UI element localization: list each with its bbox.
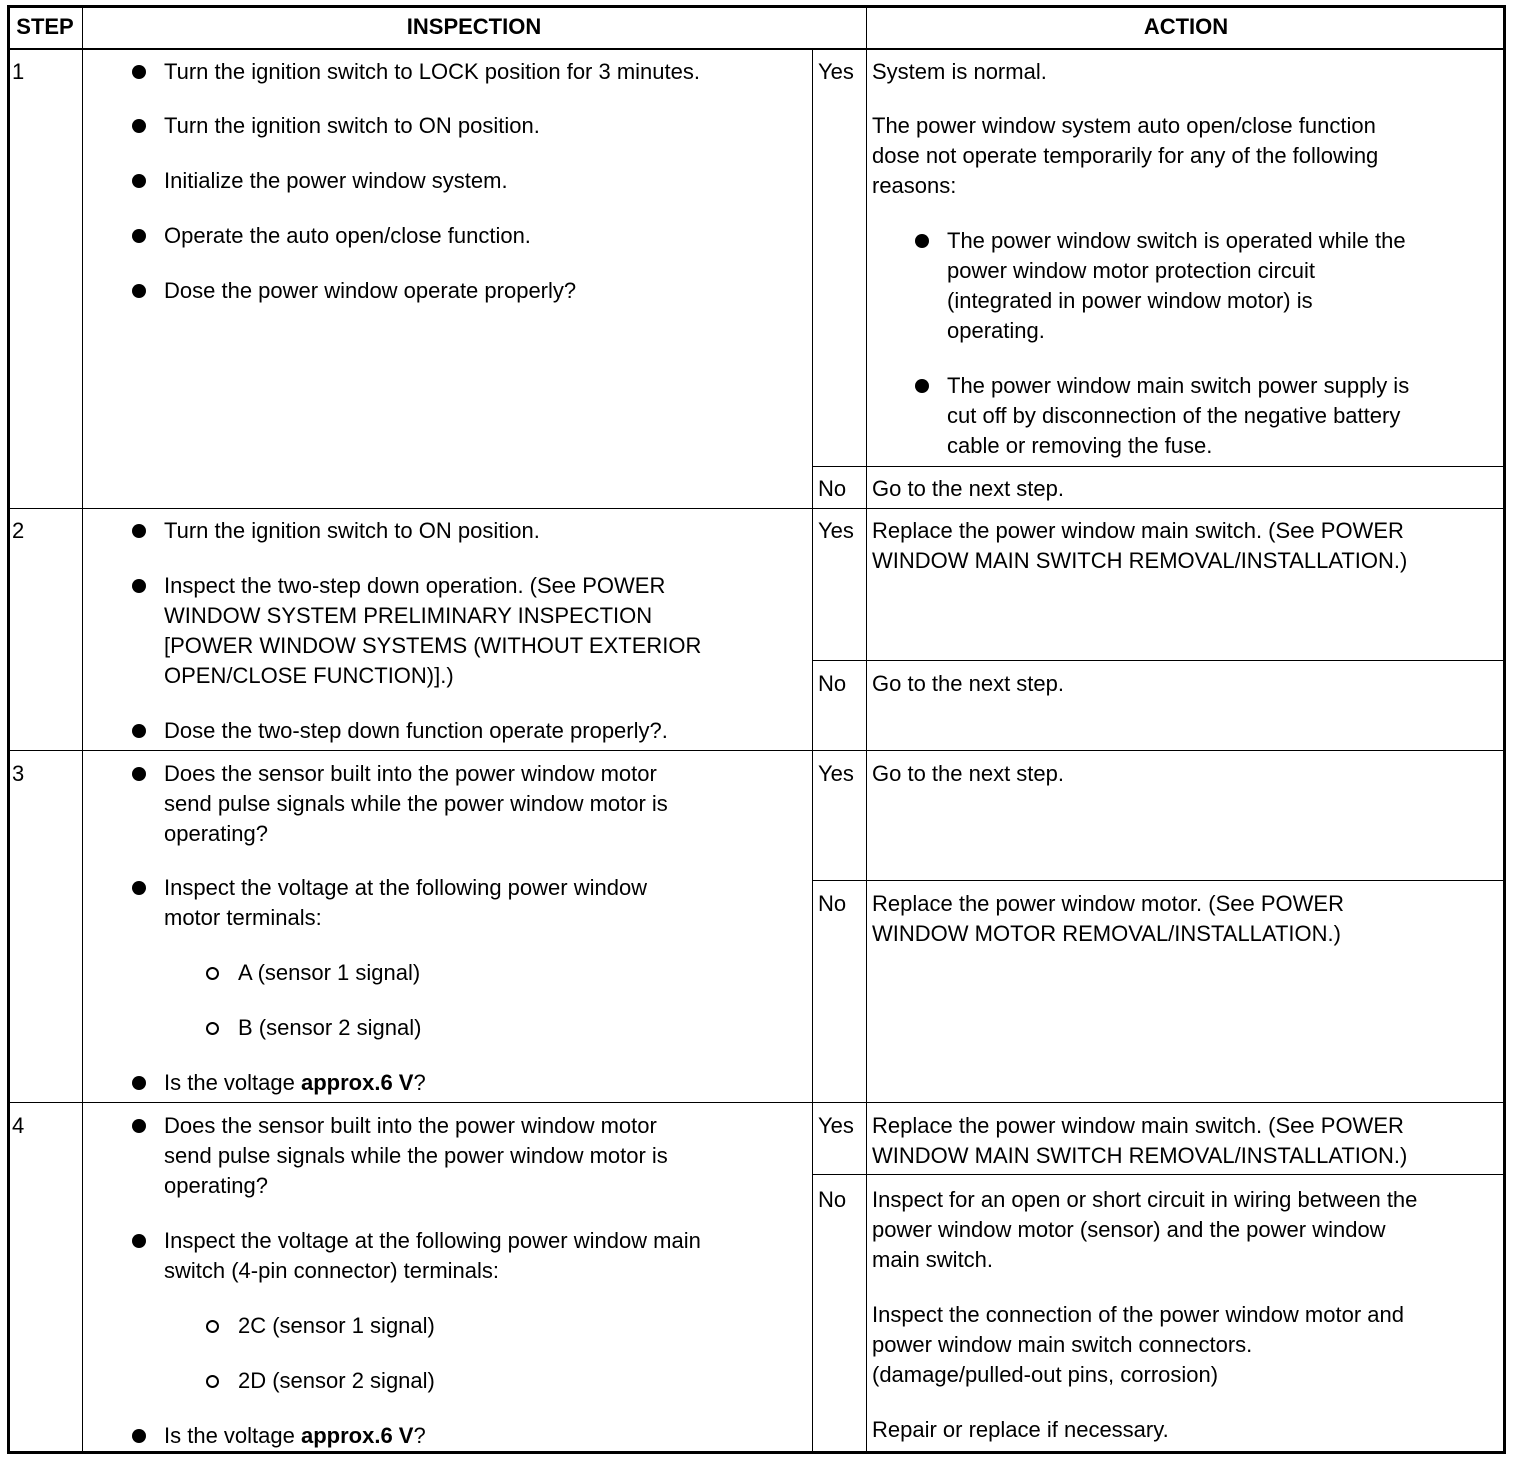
yes-label: Yes [818,761,854,786]
inspection-item: Inspect the two-step down operation. (See POWER [164,573,666,598]
action-text: WINDOW MAIN SWITCH REMOVAL/INSTALLATION.) [872,548,1408,573]
bullet-icon [132,1234,146,1248]
no-label: No [818,891,847,916]
action-text: dose not operate temporarily for any of the following [872,143,1379,168]
yes-label: Yes [818,518,854,543]
voltage-spec: approx.6 V [300,1070,414,1095]
action-text: WINDOW MOTOR REMOVAL/INSTALLATION.) [872,921,1341,946]
inspection-item: Dose the power window operate properly? [164,278,577,303]
action-text: power window motor (sensor) and the power window [872,1217,1386,1242]
action-text: System is normal. [872,59,1047,84]
inspection-item: Does the sensor built into the power window motor [164,761,657,786]
bullet-icon [132,174,146,188]
inspection-subitem: 2D (sensor 2 signal) [238,1368,435,1393]
inspection-item: motor terminals: [164,905,322,930]
inspection-item: send pulse signals while the power window motor is [164,791,668,816]
step-number: 1 [12,59,25,84]
action-text: Replace the power window main switch. (See POWER [872,1113,1404,1138]
action-text: Go to the next step. [872,761,1065,786]
action-text: Go to the next step. [872,476,1065,501]
column-divider [866,8,867,1452]
inspection-item: Turn the ignition switch to ON position. [164,113,540,138]
action-text: Repair or replace if necessary. [872,1417,1169,1442]
inspection-subitem: 2C (sensor 1 signal) [238,1313,435,1338]
inspection-item: Inspect the voltage at the following power window [164,875,648,900]
action-text: cable or removing the fuse. [947,433,1213,458]
circle-bullet-icon [206,1320,219,1333]
action-text: cut off by disconnection of the negative battery [947,403,1401,428]
inspection-item: WINDOW SYSTEM PRELIMINARY INSPECTION [164,603,653,628]
inspection-subitem: B (sensor 2 signal) [238,1015,422,1040]
inspection-subitem: A (sensor 1 signal) [238,960,421,985]
circle-bullet-icon [206,1022,219,1035]
row-divider [8,750,1505,751]
action-text: main switch. [872,1247,994,1272]
action-text: Inspect the connection of the power window motor and [872,1302,1404,1327]
header-inspection: INSPECTION [406,14,542,39]
bullet-icon [915,234,929,248]
bullet-icon [132,579,146,593]
inspection-item: Turn the ignition switch to ON position. [164,518,540,543]
action-text: Go to the next step. [872,671,1065,696]
bullet-icon [132,284,146,298]
bullet-icon [132,119,146,133]
no-label: No [818,476,847,501]
yes-label: Yes [818,1113,854,1138]
inspection-item: operating? [164,821,268,846]
action-text: (damage/pulled-out pins, corrosion) [872,1362,1219,1387]
action-text: power window main switch connectors. [872,1332,1253,1357]
yes-label: Yes [818,59,854,84]
inspection-item: operating? [164,1173,268,1198]
bullet-icon [132,881,146,895]
question-mark: ? [413,1070,426,1095]
inspection-item: Inspect the voltage at the following power window main [164,1228,701,1253]
bullet-icon [132,767,146,781]
inspection-item: Dose the two-step down function operate properly?. [164,718,668,743]
inspection-item: Operate the auto open/close function. [164,223,531,248]
inspection-question: Is the voltage [164,1070,301,1095]
action-text: reasons: [872,173,957,198]
yes-no-divider [812,880,1505,881]
action-text: (integrated in power window motor) is [947,288,1313,313]
header-step: STEP [16,14,74,39]
action-text: The power window main switch power supply is [947,373,1410,398]
action-text: The power window switch is operated while the [947,228,1406,253]
inspection-question: Is the voltage [164,1423,301,1448]
bullet-icon [132,1429,146,1443]
yes-no-divider [812,1174,1505,1175]
row-divider [8,1102,1505,1103]
step-number: 3 [12,761,25,786]
header-divider [8,48,1505,50]
action-text: power window motor protection circuit [947,258,1316,283]
inspection-item: Turn the ignition switch to LOCK position for 3 minutes. [164,59,700,84]
action-text: Replace the power window motor. (See POWER [872,891,1344,916]
no-label: No [818,671,847,696]
yes-no-divider [812,660,1505,661]
action-text: Inspect for an open or short circuit in wiring between the [872,1187,1418,1212]
inspection-item: send pulse signals while the power window motor is [164,1143,668,1168]
inspection-item [164,1068,426,1098]
inspection-item: OPEN/CLOSE FUNCTION)].) [164,663,454,688]
inspection-item: Initialize the power window system. [164,168,508,193]
voltage-spec: approx.6 V [300,1423,414,1448]
inspection-item: Does the sensor built into the power window motor [164,1113,657,1138]
header-action: ACTION [1143,14,1229,39]
bullet-icon [132,65,146,79]
action-text: The power window system auto open/close function [872,113,1376,138]
row-divider [8,508,1505,509]
bullet-icon [132,1076,146,1090]
bullet-icon [132,229,146,243]
bullet-icon [132,724,146,738]
step-number: 4 [12,1113,25,1138]
column-divider [82,8,83,1452]
inspection-item: [POWER WINDOW SYSTEMS (WITHOUT EXTERIOR [164,633,702,658]
action-text: operating. [947,318,1045,343]
bullet-icon [132,524,146,538]
no-label: No [818,1187,847,1212]
question-mark: ? [413,1423,426,1448]
step-number: 2 [12,518,25,543]
inspection-item [164,1421,426,1451]
circle-bullet-icon [206,967,219,980]
action-text: WINDOW MAIN SWITCH REMOVAL/INSTALLATION.) [872,1143,1408,1168]
column-divider [812,49,813,1452]
bullet-icon [132,1119,146,1133]
circle-bullet-icon [206,1375,219,1388]
action-text: Replace the power window main switch. (See POWER [872,518,1404,543]
bullet-icon [915,379,929,393]
inspection-item: switch (4-pin connector) terminals: [164,1258,500,1283]
yes-no-divider [812,466,1505,467]
